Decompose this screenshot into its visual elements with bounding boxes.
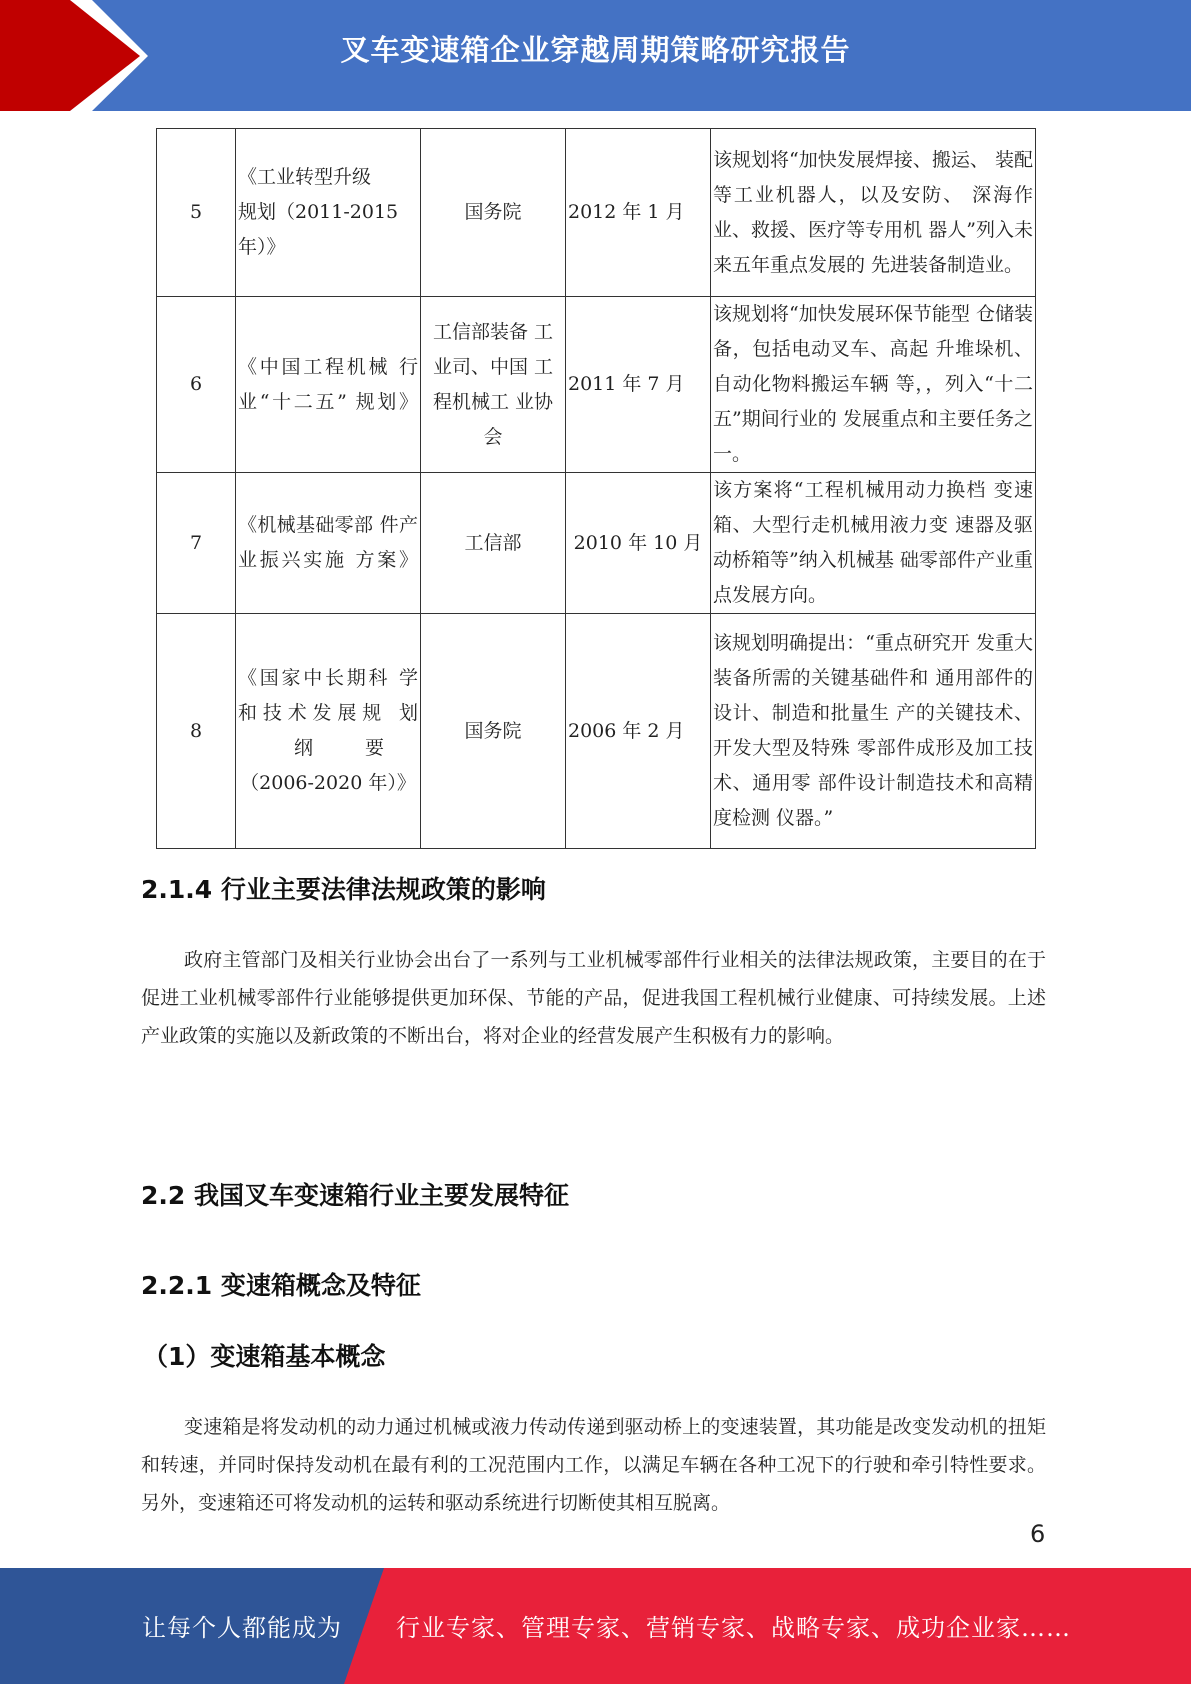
cell-description: 该规划将“加快发展环保节能型 仓储装备，包括电动叉车、高起 升堆垛机、自动化物料搬运车辆 等，，列入“十二五”期间行业的 发展重点和主要任务之一。 bbox=[711, 297, 1036, 473]
section-2-1-4-paragraph: 政府主管部门及相关行业协会出台了一系列与工业机械零部件行业相关的法律法规政策，主要目的在于促进工业机械零部件行业能够提供更加环保、节能的产品，促进我国工程机械行业健康、可持续发展。上述产业政策的实施以及新政策的不断出台，将对企业的经营发展产生积极有力的影响。 bbox=[141, 949, 1046, 1047]
page-number: 6 bbox=[1030, 1520, 1046, 1548]
section-heading-2-2: 2.2 我国叉车变速箱行业主要发展特征 bbox=[141, 1181, 569, 1210]
cell-issuer: 工信部装备 工业司、中国 工程机械工 业协会 bbox=[421, 297, 566, 473]
cell-date: 2011 年 7 月 bbox=[566, 297, 711, 473]
cell-issuer: 工信部 bbox=[421, 473, 566, 614]
section-heading-2-2-1: 2.2.1 变速箱概念及特征 bbox=[141, 1271, 421, 1300]
footer-slogan-left: 让每个人都能成为 bbox=[142, 1614, 342, 1642]
cell-policy-name: 《工业转型升级 规划（2011-2015 年）》 bbox=[236, 129, 421, 297]
cell-no: 8 bbox=[157, 614, 236, 849]
cell-date: 2006 年 2 月 bbox=[566, 614, 711, 849]
cell-policy-name: 《中国工程机械 行业“十二五” 规划》 bbox=[236, 297, 421, 473]
cell-issuer: 国务院 bbox=[421, 614, 566, 849]
cell-policy-name: 《机械基础零部 件产业振兴实施 方案》 bbox=[236, 473, 421, 614]
cell-no: 7 bbox=[157, 473, 236, 614]
table-row bbox=[157, 614, 1036, 849]
cell-policy-name: 《国家中长期科 学 和技术发展规 划 纲 要 （2006-2020 年）》 bbox=[236, 614, 421, 849]
page-footer bbox=[0, 1568, 1191, 1684]
cell-description: 该规划明确提出：“重点研究开 发重大装备所需的关键基础件和 通用部件的设计、制造和批量生 产的关键技术、开发大型及特殊 零部件成形及加工技术、通用零 部件设计制造技术和高精度检测 仪器。” bbox=[711, 614, 1036, 849]
policy-table bbox=[156, 128, 1036, 849]
table-row bbox=[157, 129, 1036, 297]
header-title: 叉车变速箱企业穿越周期策略研究报告 bbox=[340, 33, 851, 67]
section-2-2-1-paragraph: 变速箱是将发动机的动力通过机械或液力传动传递到驱动桥上的变速装置，其功能是改变发动机的扭矩和转速，并同时保持发动机在最有利的工况范围内工作，以满足车辆在各种工况下的行驶和牵引特性要求。另外，变速箱还可将发动机的运转和驱动系统进行切断使其相互脱离。 bbox=[141, 1416, 1046, 1514]
cell-description: 该方案将“工程机械用动力换档 变速箱、大型行走机械用液力变 速器及驱动桥箱等”纳入机械基 础零部件产业重点发展方向。 bbox=[711, 473, 1036, 614]
cell-issuer: 国务院 bbox=[421, 129, 566, 297]
footer-slogan-right: 行业专家、管理专家、营销专家、战略专家、成功企业家…… bbox=[396, 1614, 1071, 1642]
cell-description: 该规划将“加快发展焊接、搬运、 装配等工业机器人，以及安防、 深海作业、救援、医疗等专用机 器人”列入未来五年重点发展的 先进装备制造业。 bbox=[711, 129, 1036, 297]
page-header bbox=[0, 0, 1191, 111]
cell-date: 2012 年 1 月 bbox=[566, 129, 711, 297]
sub-heading-basic-concept: （1）变速箱基本概念 bbox=[143, 1342, 386, 1371]
cell-date: 2010 年 10 月 bbox=[566, 473, 711, 614]
section-heading-2-1-4: 2.1.4 行业主要法律法规政策的影响 bbox=[141, 875, 546, 904]
cell-no: 6 bbox=[157, 297, 236, 473]
cell-no: 5 bbox=[157, 129, 236, 297]
table-row bbox=[157, 297, 1036, 473]
table-row bbox=[157, 473, 1036, 614]
